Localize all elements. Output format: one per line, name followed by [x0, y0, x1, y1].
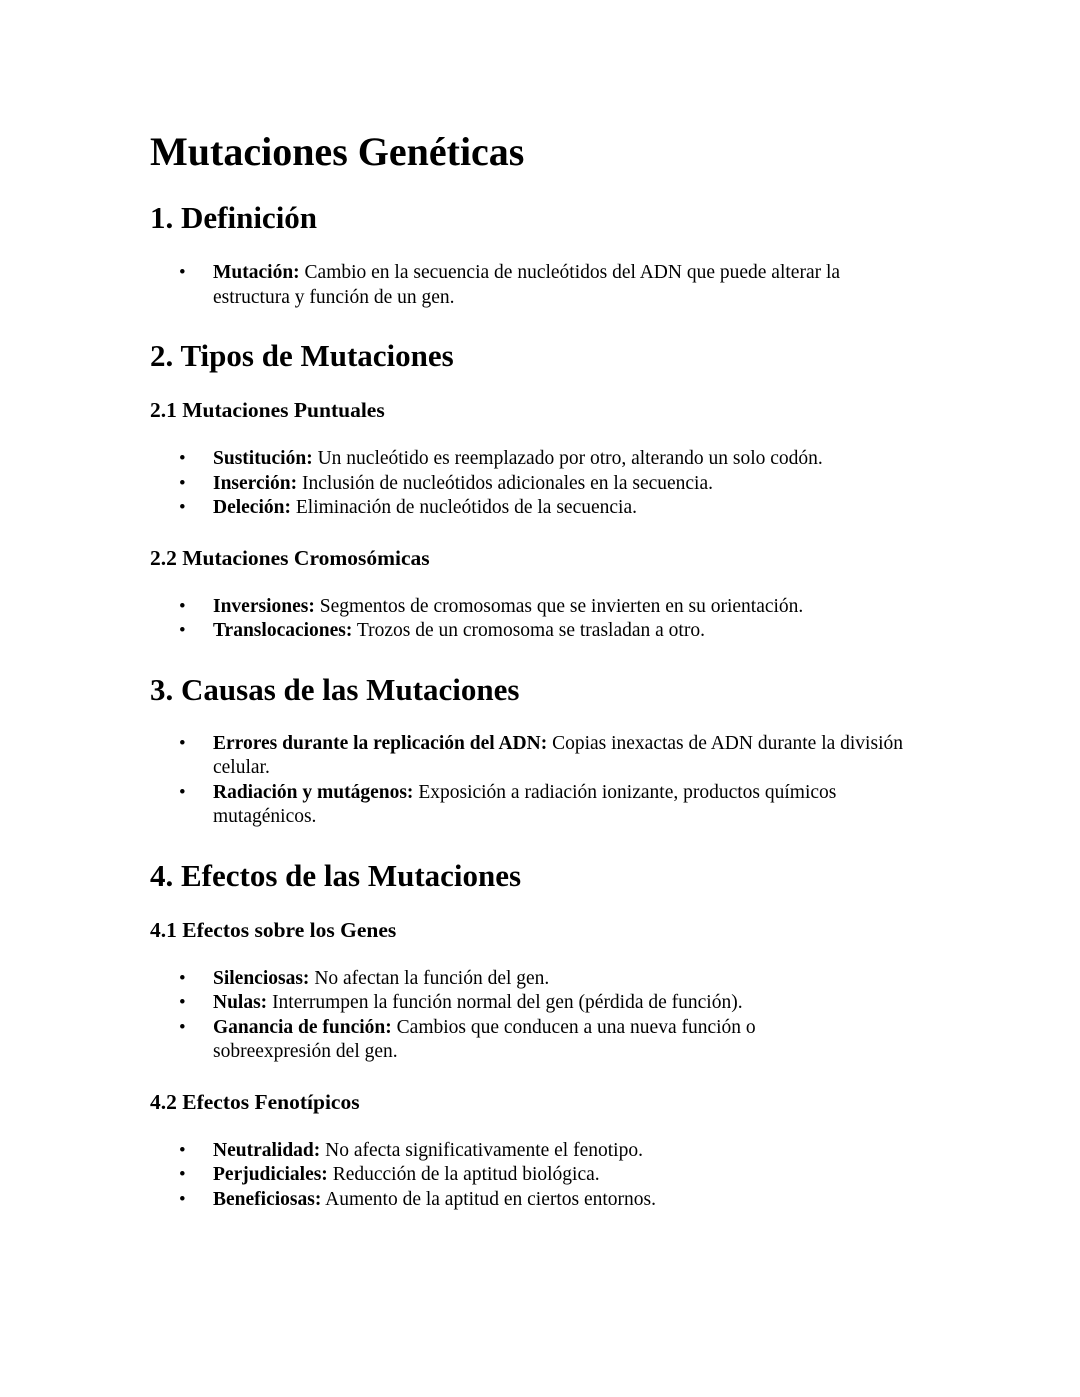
document-title: Mutaciones Genéticas [150, 129, 525, 174]
item-text: Reducción de la aptitud biológica. [327, 1164, 600, 1185]
item-text: Cambios que conducen a una nueva función o sobreexpresión del gen. [213, 1016, 756, 1062]
item-term: Deleción: [213, 497, 291, 518]
list-item [213, 472, 930, 497]
subsection-heading-cromosomicas: 2.2 Mutaciones Cromosómicas [150, 545, 430, 570]
list-item [213, 595, 930, 620]
list-item [213, 781, 913, 830]
item-text: Eliminación de nucleótidos de la secuencia. [290, 497, 637, 518]
section-heading-efectos: 4. Efectos de las Mutaciones [150, 857, 522, 893]
item-term: Inversiones: [213, 595, 315, 617]
list-item [213, 1139, 930, 1164]
genes-list [150, 967, 853, 1065]
list-item [213, 967, 853, 992]
item-term: Mutación: [213, 262, 300, 283]
item-text: Cambio en la secuencia de nucleótidos del ADN que puede alterar la estructura y función de un gen. [213, 262, 841, 308]
definicion-list [150, 261, 903, 310]
item-text: No afectan la función del gen. [309, 967, 550, 989]
section-heading-tipos: 2. Tipos de Mutaciones [150, 338, 454, 373]
item-term: Sustitución: [213, 448, 313, 469]
item-term: Ganancia de función: [213, 1016, 392, 1038]
cromosomicas-list [150, 595, 930, 644]
list-item [213, 619, 930, 644]
item-text: Inclusión de nucleótidos adicionales en la secuencia. [297, 472, 714, 494]
subsection-heading-genes: 4.1 Efectos sobre los Genes [150, 917, 397, 942]
item-term: Silenciosas: [213, 967, 310, 989]
item-term: Neutralidad: [213, 1139, 321, 1161]
document-content [150, 124, 930, 1212]
item-term: Translocaciones: [213, 620, 353, 641]
item-text: Aumento de la aptitud en ciertos entornos. [321, 1188, 656, 1210]
item-term: Nulas: [213, 992, 268, 1013]
item-text: Segmentos de cromosomas que se invierten en su orientación. [314, 595, 804, 617]
list-item [213, 261, 903, 310]
puntuales-list [150, 447, 930, 521]
item-text: Trozos de un cromosoma se trasladan a otro. [352, 620, 705, 641]
subsection-heading-puntuales: 2.1 Mutaciones Puntuales [150, 398, 385, 422]
item-term: Errores durante la replicación del ADN: [213, 732, 548, 754]
item-text: Exposición a radiación ionizante, productos químicos mutagénicos. [213, 781, 837, 827]
item-term: Beneficiosas: [213, 1188, 322, 1210]
section-heading-definicion: 1. Definición [150, 200, 318, 235]
list-item [213, 496, 930, 521]
item-text: Un nucleótido es reemplazado por otro, alterando un solo codón. [312, 448, 823, 469]
subsection-heading-fenotipicos: 4.2 Efectos Fenotípicos [150, 1089, 360, 1114]
list-item [213, 1016, 853, 1065]
list-item [213, 1188, 930, 1213]
causas-list [150, 732, 913, 830]
list-item [213, 732, 913, 781]
list-item [213, 991, 853, 1016]
item-term: Radiación y mutágenos: [213, 781, 414, 803]
list-item [213, 1163, 930, 1188]
item-term: Perjudiciales: [213, 1164, 328, 1185]
list-item [213, 447, 930, 472]
item-text: Copias inexactas de ADN durante la división celular. [213, 732, 903, 778]
item-text: No afecta significativamente el fenotipo. [320, 1139, 643, 1161]
fenotipicos-list [150, 1139, 930, 1213]
section-heading-causas: 3. Causas de las Mutaciones [150, 671, 520, 707]
item-text: Interrumpen la función normal del gen (pérdida de función). [267, 992, 743, 1013]
item-term: Inserción: [213, 472, 298, 494]
